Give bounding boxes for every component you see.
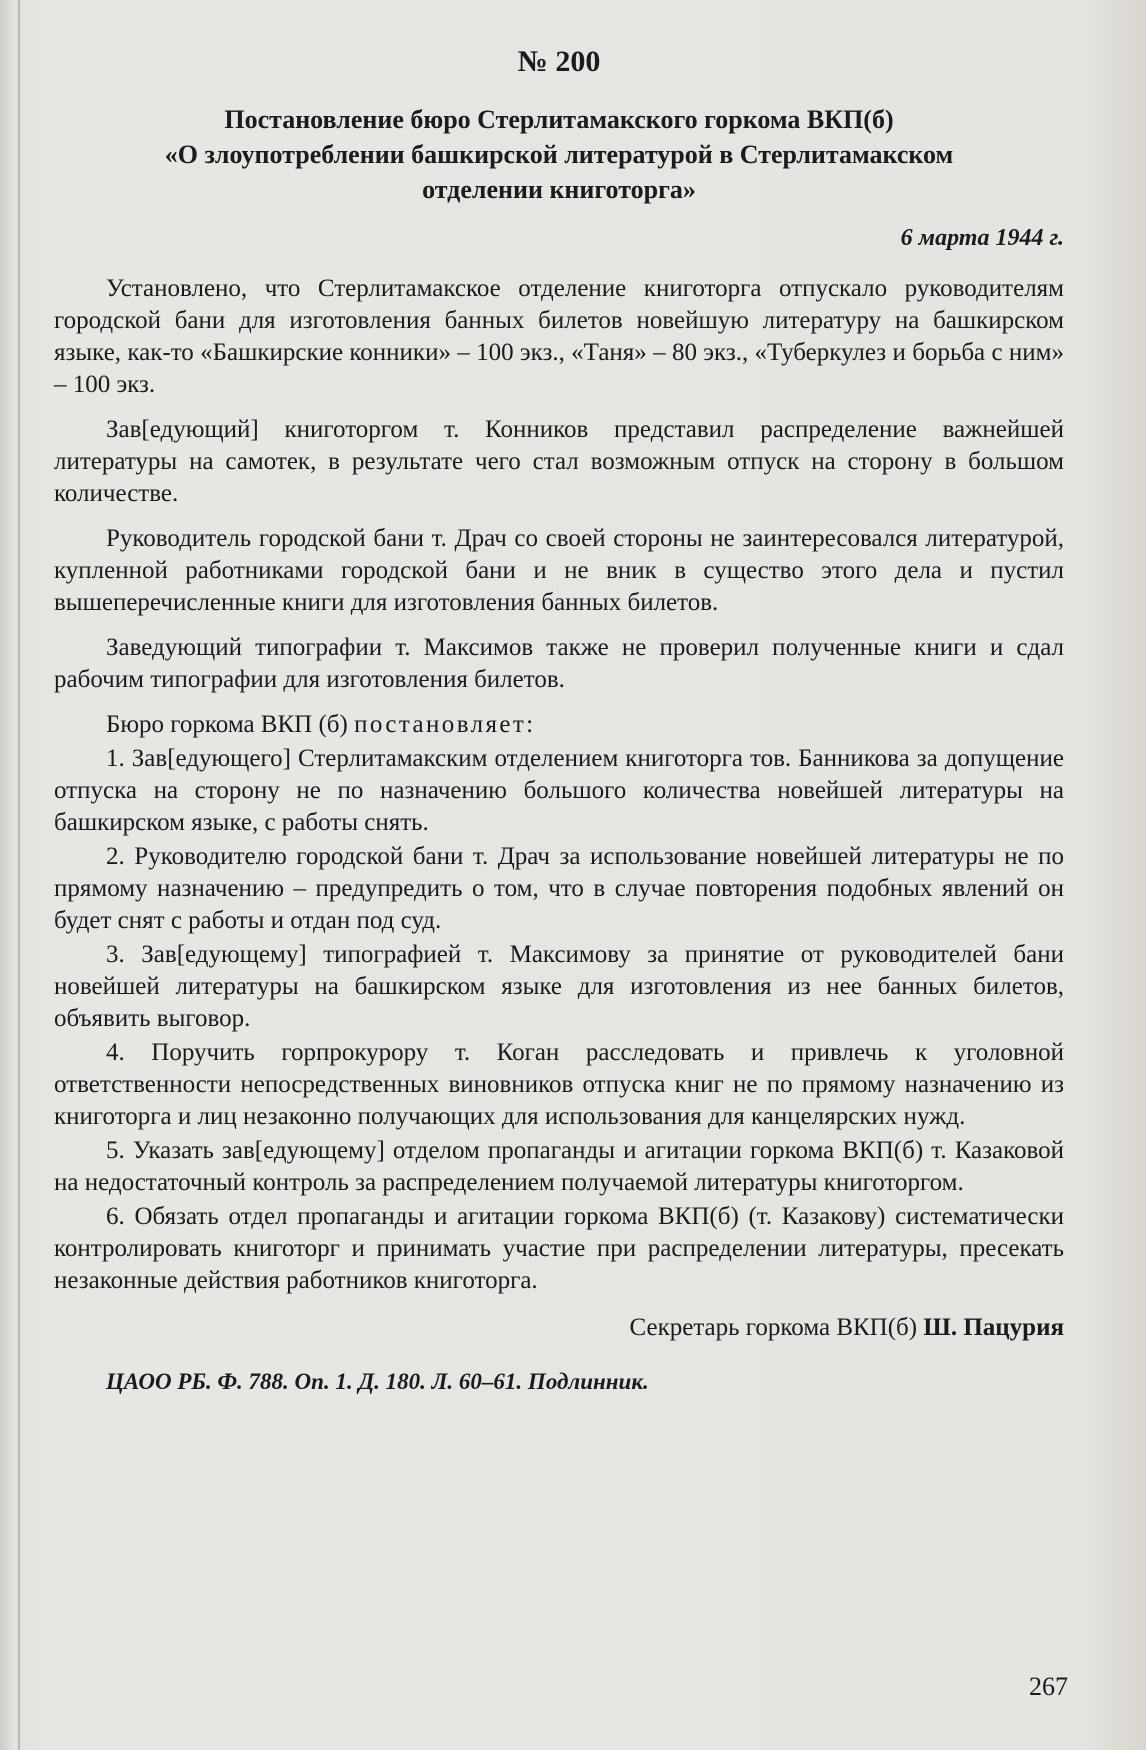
document-number: № 200 bbox=[517, 45, 601, 78]
resolution-item-3: 3. Зав[едующему] типографией т. Максимову за принятие от руководителей бани новейшей литературы на башкирском языке для изготовления из нее банных билетов, объявить выговор. bbox=[54, 941, 1064, 1032]
resolution-item-6: 6. Обязать отдел пропаганды и агитации горкома ВКП(б) (т. Казакову) систематически контролировать книготорг и принимать участие при распределении литературы, пресекать незаконные действия работников книготорга. bbox=[54, 1203, 1064, 1294]
paragraph-2: Зав[едующий] книготоргом т. Конников представил распределение важнейшей литературы на самотек, в результате чего стал возможным отпуск на сторону в большом количестве. bbox=[54, 416, 1064, 507]
title-line-1: Постановление бюро Стерлитамакского горкома ВКП(б) bbox=[224, 105, 894, 134]
signature-block bbox=[54, 1311, 1064, 1345]
signature-role: Секретарь горкома ВКП(б) bbox=[629, 1314, 918, 1341]
resolution-intro-text: Бюро горкома ВКП (б) bbox=[106, 711, 348, 738]
resolution-item-1: 1. Зав[едующего] Стерлитамакским отделением книготорга тов. Банникова за допущение отпуска на сторону не по назначению большого количества новейшей литературы на башкирском языке, с работы снять. bbox=[54, 745, 1064, 836]
resolution-verb: постановляет: bbox=[354, 711, 536, 738]
document-title bbox=[69, 102, 1049, 207]
title-line-2: «О злоупотреблении башкирской литературой в Стерлитамакском bbox=[164, 140, 954, 169]
paragraph-1: Установлено, что Стерлитамакское отделение книготорга отпускало руководителям городской бани для изготовления банных билетов новейшую литературу на башкирском языке, как-то «Башкирские конники» – 100 экз., «Таня» – 80 экз., «Туберкулез и борьба с ним» – 100 экз. bbox=[54, 275, 1064, 398]
signature-name: Ш. Пацурия bbox=[923, 1314, 1064, 1341]
archive-reference: ЦАОО РБ. Ф. 788. Оп. 1. Д. 180. Л. 60–61. Подлинник. bbox=[106, 1369, 649, 1394]
document-content bbox=[54, 40, 1064, 1399]
page-number: 267 bbox=[1029, 1672, 1068, 1701]
page-gutter bbox=[18, 0, 20, 1750]
title-line-3: отделении книготорга» bbox=[422, 175, 696, 204]
paragraph-4: Заведующий типографии т. Максимов также не проверил полученные книги и сдал рабочим типографии для изготовления билетов. bbox=[54, 634, 1064, 693]
paragraph-3: Руководитель городской бани т. Драч со своей стороны не заинтересовался литературой, купленной работниками городской бани и не вник в существо этого дела и пустил вышеперечисленные книги для изготовления банных билетов. bbox=[54, 525, 1064, 616]
resolution-item-4: 4. Поручить горпрокурору т. Коган расследовать и привлечь к уголовной ответственности непосредственных виновников отпуска книг не по прямому назначению из книготорга и лиц незаконно получающих для использования для канцелярских нужд. bbox=[54, 1039, 1064, 1130]
document-date: 6 марта 1944 г. bbox=[900, 225, 1064, 251]
document-body bbox=[54, 273, 1064, 1297]
resolution-item-2: 2. Руководителю городской бани т. Драч за использование новейшей литературы не по прямому назначению – предупредить о том, что в случае повторения подобных явлений он будет снят с работы и отдан под суд. bbox=[54, 843, 1064, 934]
resolution-item-5: 5. Указать зав[едующему] отделом пропаганды и агитации горкома ВКП(б) т. Казаковой на недостаточный контроль за распределением получаемой литературы книготоргом. bbox=[54, 1137, 1064, 1196]
resolution-intro bbox=[54, 709, 1064, 741]
